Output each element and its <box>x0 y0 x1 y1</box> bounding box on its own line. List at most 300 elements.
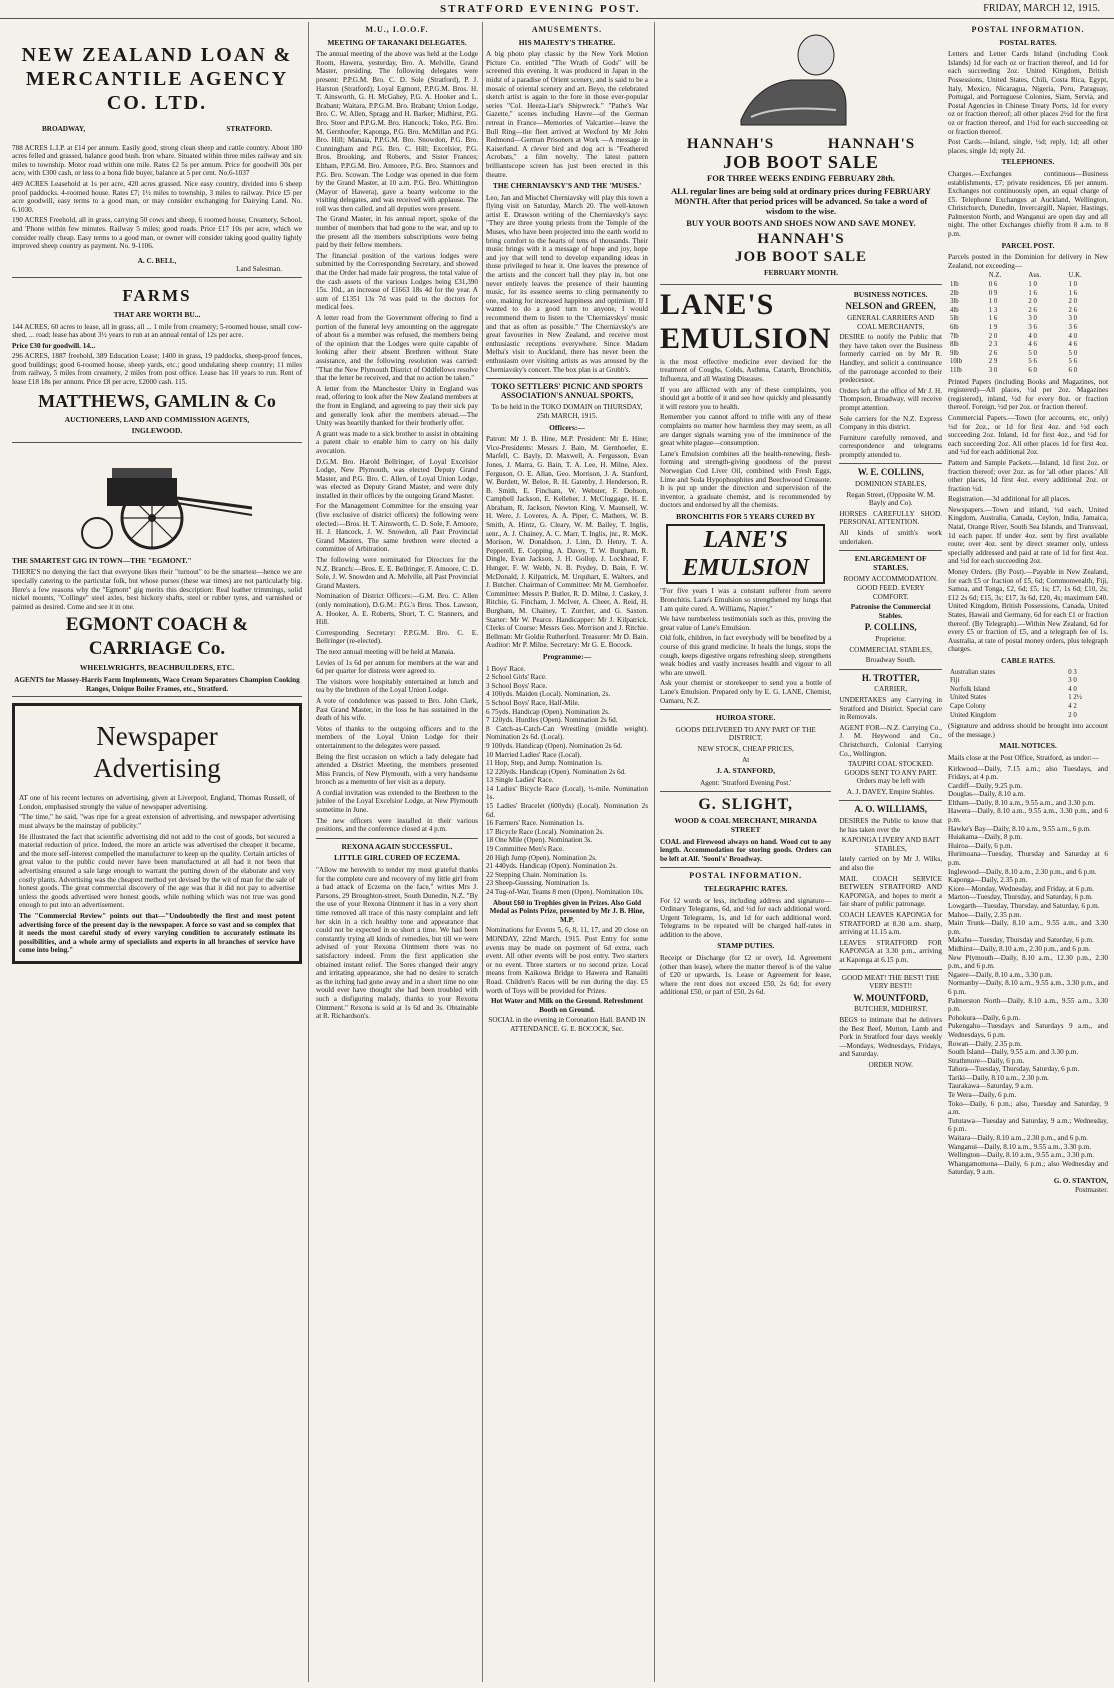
lanes-paragraph: If you are afflicted with any of these complaints, you should get a bottle of it and see how quickly and pleasantly it will restore you to health. <box>660 385 832 411</box>
gig-description: THERE'S no denying the fact that everyone likes their "turnout" to be the smartest—hence we are specially catering to the particular folk, but whose purses (these war times) are not particularly big. Here's a few reasons why the "Egmont" gig merits this description: Real leather trimmings, solid nickel mounts, "Collinge" steel axles, best hickory shafts, steel or rubber tyres, and varnished or painted as desired. Come and see it in one. <box>12 568 302 611</box>
nelson-green-name: NELSON and GREEN, <box>845 301 936 312</box>
column-1 <box>12 22 302 1682</box>
cable-rates-table <box>948 669 1108 721</box>
mail-item: Kiore—Monday, Wednesday, and Friday, at 6 p.m. <box>948 884 1094 893</box>
toko-officers-heading: Officers:— <box>549 422 585 432</box>
newspaper-title: STRATFORD EVENING POST. <box>440 3 641 15</box>
programme-item: 14 Ladies' Bicycle Race (Local), ½-mile. Nomination 1s. <box>486 784 648 802</box>
programme-item: 24 Tug-of-War, Teams 8 men (Open). Nomination 10s. <box>486 888 644 896</box>
mail-item: Cardiff—Daily, 9.25 p.m. <box>948 781 1023 790</box>
pcollins-name: P. COLLINS, <box>864 622 917 633</box>
table-cell: 5lb <box>950 315 959 323</box>
mail-item: Rowan—Daily, 2.35 p.m. <box>948 1039 1022 1048</box>
hannahs-title: HANNAH'S <box>686 136 775 152</box>
mail-item: Inglewood—Daily, 8.10 a.m., 2.30 p.m., and 6 p.m. <box>948 867 1097 876</box>
programme-item: 2 School Girls' Race. <box>486 673 547 682</box>
mail-item: Eltham—Daily, 8.10 a.m., 9.55 a.m., and 3.30 p.m. <box>948 798 1096 807</box>
table-cell: 4 2 <box>1068 702 1077 710</box>
lanes-paragraph: Ask your chemist or storekeeper to send you a bottle of Lane's Emulsion. Prepared only by E. G. LANE, Chemist, Oamaru, N.Z. <box>660 679 832 705</box>
article-paragraph: A letter read from the Government offering to find a portion of the funeral levy amounting on the aggregate of about 6s a member was refused, the members being of the opinion that the Lodges were quite capable of looking after their absent Brethren without State assistance, and the following resolution was carried: "That the New Plymouth District of Oddfellows resolve that the letter be received, and that no action be taken." <box>316 314 478 383</box>
mail-item: Waitara—Daily, 8.10 a.m., 2.30 p.m., and 6 p.m. <box>948 1134 1088 1143</box>
lanes-bronchitis-heading: BRONCHITIS FOR 5 YEARS CURED BY <box>676 511 816 521</box>
table-row <box>948 298 1108 307</box>
mail-item: Palmerston North—Daily, 8.10 a.m., 9.55 a.m., 3.30 p.m. <box>948 996 1108 1014</box>
farm-price: Price £30 for goodwill. 14... <box>12 341 96 350</box>
mail-item: Tariki—Daily, 8.10 a.m., 2.30 p.m. <box>948 1073 1049 1082</box>
table-cell: 2 9 <box>988 358 998 366</box>
toko-officers: Patron: Mr J. B. Hine, M.P. President: Mr E. Hine; Vice-Presidents: Messrs J. Bain, M. Gernhoefer, E. Marfell, C. Bayly, D. Maxwell, A. Fergusson, Evan Jones, J. Marra, G. Bain, T. A. Lee, H. Milne, Alex. Ferguson, O. E. Allan, Geo. Morrison, J. A. Stanford, W. Burdett, W. Beloe, R. H. Gatenby, J. Henderson, R. B. Smith, E. Fincham, W. Webster, F. Dobson, Campbell Jackson, E. Kelleher, J. McCluggage, H. E. Abraham, R. Jackson, Newton King, V. Maunsell, W. H. Were, J. Loveres, A. A. Piper, C. Mathers, W. B. Smith, A. Hintz, G. Cleary, W. M. Bailey, T. Inglis, senr., A. J. Chainey, A. C. Marr, T. Inglis, jnr., R. McK. Morison, W. Donaldson, J. Linn, D. Henry, T. A. Pepperell, E. Copping, A. Davey, T. W. Burgham, R. Dingle, Evan Jackson, J. H. Gollop, J. Lockhead, F. Hunger, F. W. Webb, N. B. Prydey, D. Bain, F. W. McDonald, J. Kilpatrick, M. Urquhart, E. Walters, and J. Butcher. Chairman of Committee: Mr M. Gernhoefer. Committee: Messrs P. Butler, R. D. Milne, J. Caskey, J. Ritchie, G. Fincham, J. McIver, A. Cheer, A. Reid, H. Burgham, M. Chainey, T. Zurcher, and G. Saxton. Starter: Mr W. Pearce. Handicapper: Mr J. Kilpatrick. Clerks of Course: Messrs Geo. Morrison and J. Ritchie. Bellman: Mr Goldie Rutherford. Treasurer: Mr D. Bain. Auditor: Mr P. Milne. Secretary: Mr G. E. Bocock. <box>486 435 648 650</box>
advertising-paragraph: "The time," he said, "was ripe for a great extension of advertising, and newspaper advertising must always be the mainstay of publicity." <box>19 813 295 830</box>
nz-loan-listing: 190 ACRES Freehold, all in grass, carrying 50 cows and sheep, 6 roomed house, Creamery, School, and 'Phone within few minutes. Railway 5 miles; good roads. Price £17 10s per acre, which we consider really cheap. Easy terms to a good man, or owner will consider taking good quality lightly improved sheep country as payment. No. 9-1106. <box>12 216 302 251</box>
hannahs-buy-now: BUY YOUR BOOTS AND SHOES NOW AND SAVE MONEY. <box>686 217 916 228</box>
egmont-coach-title: EGMONT COACH & CARRIAGE Co. <box>65 614 249 660</box>
post-cards: Post Cards.—Inland, single, ½d; reply, 1d; all other places, single 1d; reply 2d. <box>948 138 1108 155</box>
collins-subtitle: DOMINION STABLES, <box>855 480 927 489</box>
divider <box>839 669 942 670</box>
table-header-cell <box>948 272 987 281</box>
boot-illustration <box>736 25 866 135</box>
table-cell: 6 0 <box>1068 366 1078 374</box>
col4-split <box>660 288 942 1072</box>
postal-info-heading: POSTAL INFORMATION. <box>689 871 803 881</box>
mail-notices-heading: MAIL NOTICES. <box>999 741 1057 751</box>
toko-sports-date: To be held in the TOKO DOMAIN on THURSDAY, 25th MARCH, 1915. <box>491 403 643 420</box>
mail-item: Hurimoana—Tuesday, Thursday and Saturday at 6 p.m. <box>948 850 1108 868</box>
programme-item: 13 Single Ladies' Race. <box>486 776 554 785</box>
stamp-duties-heading: STAMP DUTIES. <box>717 941 775 951</box>
mail-list <box>948 765 1108 1178</box>
mountford-name: W. MOUNTFORD, <box>853 992 929 1003</box>
mail-item: Hawera—Daily, 8.10 a.m., 9.55 a.m., 3.30 p.m., and 6 p.m. <box>948 807 1108 825</box>
newspaper-advertising-title-1: Newspaper <box>96 721 218 752</box>
table-cell: 5 6 <box>1068 358 1078 366</box>
table-cell: 5 0 <box>1028 349 1037 357</box>
postmaster-role: Postmaster. <box>1075 1185 1108 1194</box>
hannahs-month: FEBRUARY MONTH. <box>763 268 839 278</box>
good-meat: GOOD MEAT! THE BEST! THE VERY BEST!! <box>841 973 940 991</box>
column-4 <box>660 22 942 1682</box>
huiroa-goods: GOODS DELIVERED TO ANY PART OF THE DISTRICT. <box>675 725 816 743</box>
table-cell: 2 6 <box>988 349 998 357</box>
job-boot-sale: JOB BOOT SALE <box>735 249 867 266</box>
programme-list <box>486 665 648 897</box>
matthews-gamlin-title: MATTHEWS, GAMLIN & Co <box>38 390 276 411</box>
table-cell: 2 3 <box>988 341 998 349</box>
article-paragraph: For the Management Committee for the ensuing year (five exclusive of district officers) the following were elected:—Bros. H. T. Ainsworth, C. D. Sole, F. Amoore, H. J. Hancock, J. W. Snowdon, all Past Provincial Grand Masters. The same brethren were elected a committee of Arbitration. <box>316 502 478 554</box>
table-row <box>948 686 1108 695</box>
newspaper-advertising-box <box>12 703 302 964</box>
programme-item: 9 100yds. Handicap (Open). Nomination 2s 6d. <box>486 741 623 750</box>
table-cell: 1lb <box>950 281 959 289</box>
cable-note: (Signature and address should be brought into account of the message.) <box>948 722 1108 739</box>
table-cell: 1 6 <box>1028 289 1037 297</box>
mail-item: Makahu—Tuesday, Thursday and Saturday, 6 p.m. <box>948 936 1094 945</box>
hannahs-ad <box>660 22 942 285</box>
table-row <box>948 281 1108 290</box>
programme-item: 18 One Mile (Open). Nomination 3s. <box>486 836 593 845</box>
nz-loan-listing: 788 ACRES L.I.P. at £14 per annum. Easily good, strong clean sheep and cattle country. About 180 acres felled and grassed, balance good bush. Iron whare. Situated within three miles railway and six miles to township. Motor road within one mile. Rates £2 5s per annum. Price for goodwill 30s per acre, with £300 cash, or less to a bona fide buyer, balance at 5 per cent. No.6-1037 <box>12 143 302 178</box>
divider <box>316 838 478 839</box>
amusements-heading: AMUSEMENTS. <box>531 25 603 34</box>
hannahs-title: HANNAH'S <box>757 231 845 248</box>
matthews-gamlin-subtitle: AUCTIONEERS, LAND AND COMMISSION AGENTS, <box>64 414 250 424</box>
table-cell: 1 0 <box>1028 281 1037 289</box>
table-row <box>948 677 1108 686</box>
table-cell: 4 6 <box>1028 341 1037 349</box>
table-cell: 3 6 <box>1068 324 1078 331</box>
mail-item: Whangamomona—Daily, 6 p.m.; also Wednesday and Saturday, 9 a.m. <box>948 1159 1108 1177</box>
enlargement-paragraph: ROOMY ACCOMMODATION. GOOD FEED. EVERY COMFORT. <box>843 575 938 601</box>
nelson-green-paragraph: Furniture carefully removed, and correspondence and telegrams promptly attended to. <box>839 433 942 459</box>
table-cell: 4 6 <box>1068 341 1078 349</box>
table-cell: 1 0 <box>1068 281 1078 289</box>
hannahs-description: ALL regular lines are being sold at ordinary prices during FEBRUARY MONTH. After that period prices will be advanced. So take a word of wisdom to the wise. <box>671 185 931 216</box>
trotter-paragraph: AGENT FOR—N.Z. Carrying Co., J. M. Heywood and Co., Christchurch, Colonial Carrying Co., Wellington. <box>839 723 942 758</box>
table-cell: 1 6 <box>988 315 998 323</box>
column-2 <box>316 22 478 1682</box>
mail-item: Main Trunk—Daily, 8.10 a.m., 9.55 a.m., and 3.30 p.m. <box>948 919 1108 936</box>
nz-loan-ad <box>12 22 302 278</box>
collins-paragraph: All kinds of smith's work undertaken. <box>839 529 942 546</box>
nz-loan-signature-role: Land Salesman. <box>236 265 282 274</box>
mail-item: Pukengahu—Tuesdays and Saturdays 9 a.m., and Wednesdays, 6 p.m. <box>948 1022 1108 1039</box>
column-rule <box>308 22 309 1682</box>
article-paragraph: The visitors were hospitably entertained at lunch and tea by the brethren of the Loyal Union Lodge. <box>316 677 478 695</box>
rexona-heading: REXONA AGAIN SUCCESSFUL. <box>341 841 453 851</box>
masthead <box>0 0 1114 19</box>
collins-address: Regan Street, (Opposite W. M. Bayly and Co). <box>846 490 935 508</box>
programme-item: 12 220yds. Handicap (Open). Nomination 2s 6d. <box>486 767 626 776</box>
programme-item: 8 Catch-as-Catch-Can Wrestling (middle weight). Nomination 2s 6d. (Local). <box>486 724 648 742</box>
column-3 <box>486 22 648 1682</box>
cherniavsky-paragraph: Leo, Jan and Mischel Cherniavsky will play this town a flying visit on Saturday, March 20. The well-known artist E. Drawson writing of the Cherniavsky's says: "They are three young priests from the Temple of the Muses, who have been projected into the earth world to bring comfort to the hearts of tens of thousands. Their music brings with it a message of hope and joy, hope and joy that will tend to develop expanding ideas in those privileged to hear it. One leaves the presence of the artists and the concert hall they play in, but one never entirely leaves the presence of their haunting music, for its essence seems to cling permanently to one, making for increased happiness and optimism. If I wanted to do a good turn to anyone, I would recommend them to listen to the 'Cherniavskys' music and that as often as possible." The Cherniavsky's are great favourites in New Zealand, and receive most enthusiastic receptions everywhere. Since Madam Melba's visit to Auckland, there has never been the enthusiasm over visiting artists as was aroused by the Cherniavsky's concert. The box plan is at Grubb's. <box>486 193 648 374</box>
rexona-subheading: LITTLE GIRL CURED OF ECZEMA. <box>334 853 460 863</box>
farm-listing: 144 ACRES, 60 acres to lease, all in grass, all ... 1 mile from creamery; 5-roomed house, small cow-shed, ... road; lease has about 3½ years to run at an annual rental of 12s per acre. <box>12 322 302 340</box>
farms-subtitle: THAT ARE WORTH BU... <box>113 309 201 319</box>
table-cell: 0 3 <box>1068 668 1077 676</box>
table-row <box>948 324 1108 333</box>
mail-item: Lowgarth—Tuesday, Thursday, and Saturday, 6 p.m. <box>948 902 1100 910</box>
telephones: Charges.—Exchanges continuous—Business establishments, £7; private residences, £6 per annum. Exchanges not continuously open, an equal charge of £5. Telephone Exchanges at Auckland, Wellington, Christchurch, Dunedin, Invercargill, Napier, Hastings, Palmerston North, and Wanganui are open day and all night. The other Exchanges chiefly from 8 a.m. to 8 p.m. <box>948 169 1108 239</box>
mail-item: New Plymouth—Daily, 8.10 a.m., 12.30 p.m., 2.30 p.m., and 6 p.m. <box>948 953 1108 971</box>
programme-item: 22 Stepping Chain. Nomination 1s. <box>486 870 588 879</box>
article-paragraph: The next annual meeting will be held at Manaia. <box>316 647 456 656</box>
pcollins-role: Proprietor. <box>875 634 906 643</box>
programme-item: 7 120yds. Hurdles (Open). Nomination 2s 6d. <box>486 716 618 725</box>
table-row <box>948 315 1108 324</box>
table-cell: Cape Colony <box>950 702 986 710</box>
lanes-paragraph: We have numberless testimonials such as this, proving the great value of Lane's Emulsion. <box>660 615 832 632</box>
programme-item: 6 75yds. Handicap (Open). Nomination 2s. <box>486 707 610 716</box>
mail-item: Huiakama—Daily, 8 p.m. <box>948 833 1022 842</box>
toko-sports-heading: TOKO SETTLERS' PICNIC AND SPORTS ASSOCIATION'S ANNUAL SPORTS, <box>491 382 643 400</box>
parcel-rates-table <box>948 272 1108 375</box>
table-cell: 1 3 <box>988 306 998 314</box>
table-cell: 3 0 <box>988 366 998 374</box>
programme-item: 16 Farmers' Race. Nomination 1s. <box>486 819 584 828</box>
programme-item: 20 High Jump (Open). Nomination 2s. <box>486 853 597 862</box>
table-cell: 9lb <box>950 349 959 357</box>
gig-headline: THE SMARTEST GIG IN TOWN—THE "EGMONT." <box>12 555 192 565</box>
mountford-paragraph: BEGS to intimate that he delivers the Best Beef, Mutton, Lamb and Pork in Stratford four days weekly—Mondays, Wednesdays, Fridays, and Saturday. <box>839 1015 942 1059</box>
programme-item: 15 Ladies' Bracelet (600yds) (Local). Nomination 2s 6d. <box>486 802 648 819</box>
nz-loan-address-left: BROADWAY, <box>42 125 86 133</box>
table-cell: 0 9 <box>988 289 998 297</box>
divider <box>839 463 942 464</box>
newspapers-rates: Newspapers.—Town and inland, ½d each. United Kingdom, Australia, Canada, Ceylon, India, Jamaica, Natal, Orange River, South Sea Islands, and Transvaal, 1d each paper. If under 4oz. sent by first available route; over 4oz. sent by direct steamer only, unless specially addressed and paid at rate of 1d for first 4oz. and ½d for each succeeding 2oz. <box>948 505 1108 566</box>
table-row <box>948 703 1108 712</box>
hannahs-title: HANNAH'S <box>827 136 916 152</box>
postal-information-heading: POSTAL INFORMATION. <box>971 25 1085 34</box>
programme-item: 4 100yds. Maiden (Local). Nomination, 2s. <box>486 690 611 699</box>
table-cell: 3 0 <box>1068 315 1078 323</box>
article-paragraph: A vote of condolence was passed to Bro. John Clark, Past Grand Master, in the loss he has sustained in the death of his wife. <box>316 696 478 723</box>
mail-item: Douglas—Daily, 8.10 a.m. <box>948 790 1025 799</box>
table-row <box>948 350 1108 359</box>
farms-title: FARMS <box>122 285 192 305</box>
article-paragraph: The new officers were installed in their various positions, and the conference closed at 4 p.m. <box>316 816 478 834</box>
divider <box>660 791 831 792</box>
table-header-row <box>948 272 1108 281</box>
postal-rates: Letters and Letter Cards Inland (including Cook Islands) 1d for each oz or fraction thereof, and 1d for each succeeding 2oz. United Kingdom, British Possessions, United States, Chili, Costa Rica, Egypt, Italy, Mexico, Nicaragua, Nigeria, Peru, Paraguay, Portugal, and Portuguese Colonies, Siam, Servia, and Postal Agencies in Chinese Treaty Ports, 1d for every oz or fraction thereof; all other places 2½d for the first oz or fraction thereof, and 1½d for each succeeding oz or fraction thereof. <box>948 50 1108 136</box>
mail-item: Midhirst—Daily, 8.10 a.m., 2.30 p.m., and 6 p.m. <box>948 944 1091 953</box>
article-paragraph: D.G.M. Bro. Harold Bellringer, of Loyal Excelsior Lodge, New Plymouth, was elected Deputy Grand Master, and P.G. Bro. C. Allen, of Loyal Union Lodge, was elected as Deputy Grand Master, and were duly installed in their offices by the outgoing Grand Master. <box>316 457 478 500</box>
rexona-paragraph: "Allow me herewith to tender my most grateful thanks for the complete cure and recovery of my little girl from a bad attack of Eczema on the face," writes Mrs J. Parsons, 29 Broughton-street, South Dunedin, N.Z. "By the use of your Rexona Ointment it has in a very short time removed all trace of this nasty complaint and left her skin in a rich healthy tone and appearance that could not be expected in so short a time. We had been constantly trying all kinds of remedies, but till we were advised of your Rexona Ointment there was no satisfactory indeed. From the first application she obtained instant relief. The Sores changed their angry and irritating appearance, she had no desire to scratch as the itching had gone away and in a short time no one would ever have thought she had been troubled with such a disfiguring malady, thanks to your Rexona Ointment." Rexona is sold at 1s 6d and 3s. Obtainable at R. Richardson's. <box>316 866 478 1021</box>
mail-item: Mahoe—Daily, 2.35 p.m. <box>948 910 1022 919</box>
table-cell: 5 6 <box>1028 358 1037 366</box>
article-paragraph: A cordial invitation was extended to the Brethren to the jubilee of the Loyal Excelsior Lodge, at New Plymouth sometime in June. <box>316 788 478 815</box>
mail-item: Te Wera—Daily, 6 p.m. <box>948 1091 1017 1100</box>
table-cell: 2 6 <box>1068 306 1078 314</box>
matthews-gamlin-town: INGLEWOOD. <box>131 426 183 436</box>
table-row <box>948 358 1108 367</box>
table-cell: 1 6 <box>1068 289 1078 297</box>
mountford-subtitle: BUTCHER, MIDHIRST. <box>854 1005 928 1014</box>
column-rule <box>654 22 655 1682</box>
lanes-testimonial: "For five years I was a constant sufferer from severe Bronchitis. Lane's Emulsion so strengthened my lungs that I am quite cured. A. Williams, Napier." <box>660 587 832 613</box>
egmont-gig-ad <box>12 446 302 697</box>
table-cell: 0 6 <box>988 281 998 289</box>
divider <box>486 378 648 379</box>
mail-item: Hawke's Bay—Daily, 8.10 a.m., 9.55 a.m., 6 p.m. <box>948 824 1091 833</box>
refreshments-note: Hot Water and Milk on the Ground. Refreshment Booth on Ground. <box>490 997 643 1014</box>
lanes-emulsion-title: LANE'S EMULSION <box>660 287 832 355</box>
table-cell: 4 0 <box>1068 332 1078 340</box>
parcel-post-intro: Parcels posted in the Dominion for delivery in New Zealand, not exceeding— <box>948 253 1108 270</box>
pattern-packets: Pattern and Sample Packets.—Inland, 1d first 2oz. or fraction thereof; over 2oz. as for 'all other places.' All other places, 1d first 4oz. every additional 2oz. or fraction ½d. <box>948 458 1108 493</box>
article-paragraph: Levies of 1s 6d per annum for members at the war and 6d per quarter for distress were agreed to. <box>316 658 478 676</box>
table-cell: 10lb <box>950 358 963 366</box>
pcollins-stables: COMMERCIAL STABLES, <box>849 645 932 654</box>
table-cell: 5 0 <box>1068 349 1078 357</box>
mail-item: Huiroa—Daily, 6 p.m. <box>948 841 1013 850</box>
advertising-paragraph: The "Commercial Review" points out that—"Undoubtedly the first and most potent advertising force of the present day is the newspaper. A force so vast and so complex that it needs the most careful study of every varying condition to accurately estimate its possibilities, and a whole army of specialists and experts in all branches of service have come into being." <box>19 911 295 955</box>
mail-item: Tahora—Tuesday, Thursday, Saturday, 6 p.m. <box>948 1065 1080 1074</box>
table-header-cell: N.Z. <box>988 272 1002 280</box>
nelson-green-paragraph: Orders left at the office of Mr J. H. Thompson, Broadway, will receive prompt attention. <box>839 386 942 412</box>
mail-item: Pohokura—Daily, 6 p.m. <box>948 1013 1021 1022</box>
collins-name: W. E. COLLINS, <box>857 467 924 478</box>
newspaper-advertising-title-2: Advertising <box>93 753 221 784</box>
cable-rates-heading: CABLE RATES. <box>1000 655 1056 665</box>
table-cell: 2 0 <box>1068 711 1077 719</box>
mail-item: Wellington—Daily, 8.10 a.m., 9.55 a.m., 3.30 p.m. <box>948 1151 1094 1160</box>
telegraphic-rates-heading: TELEGRAPHIC RATES. <box>703 883 788 893</box>
programme-item: 11 Hop, Step, and Jump. Nomination 1s. <box>486 759 603 768</box>
advertising-paragraph: He illustrated the fact that scientific advertising did not add to the cost of goods, but secured a material reduction of price. Indeed, the more an article was advertised the cheaper it became, and the more self-interest compelled the manufacturer to keep up the quality. Certain articles of great value to the public could never have been manufactured at all had it not been that advertising ensured a sale large enough to warrant the putting down of the elaborate and very costly plants. Advertising was the cheapest method yet devised by the wit of man for the sale of honest goods. The great commercial discovery of the age was that it did not pay to advertise unless the goods advertised were honest goods, while nothing which was not true was good enough to put into an advertisement. <box>19 832 295 910</box>
table-cell: 3lb <box>950 298 959 306</box>
col4-left <box>660 288 831 1072</box>
williams-name: A. O. WILLIAMS, <box>854 804 927 815</box>
nelson-green-paragraph: Sole carriers for the N.Z. Express Company in this district. <box>839 414 942 432</box>
issue-date: FRIDAY, MARCH 12, 1915. <box>983 3 1100 14</box>
printed-papers: Printed Papers (including Books and Magazines, not registered)—All places, ½d per 2oz. Magazines (registered), inland, ½d for every 8oz. or fraction thereof. Foreign, ½d per 2oz. or fraction thereof. <box>948 377 1108 412</box>
table-header-cell: U.K. <box>1068 272 1082 280</box>
article-paragraph: The financial position of the various lodges were submitted by the Corresponding Secretary, and showed that the Order had made fair progress, the total value of the cash assets of the various Lodges being £31,390 15s. 10d., an increase of £1663 18s 4d for the year. A sum of £1351 13s 7d was paid to the doctors for medical fees. <box>316 251 478 312</box>
table-cell: 1 2½ <box>1068 694 1082 702</box>
table-cell: 3 0 <box>1028 315 1037 323</box>
order-now: ORDER NOW. <box>868 1060 913 1069</box>
programme-item: 23 Sheep-Guessing. Nomination 1s. <box>486 879 590 888</box>
table-cell: 3 0 <box>1068 677 1077 685</box>
nz-loan-address-right: STRATFORD. <box>226 125 272 133</box>
lanes-paragraph: is the most effective medicine ever devised for the treatment of Coughs, Colds, Asthma, Catarrh, Bronchitis, Influenza, and all Wasting Diseases. <box>660 357 832 383</box>
table-cell: 8lb <box>950 341 959 349</box>
gig-illustration <box>57 453 257 553</box>
programme-item: 3 School Boys' Race. <box>486 681 548 690</box>
huiroa-name: J. A. STANFORD, <box>716 766 776 776</box>
slight-subtitle: WOOD & COAL MERCHANT, MIRANDA STREET <box>674 816 817 834</box>
hannahs-title-row <box>660 135 942 153</box>
divider <box>839 550 942 551</box>
mail-item: South Island—Daily, 9.55 a.m. and 3.30 p.m. <box>948 1048 1079 1057</box>
enlargement-heading: ENLARGEMENT OF STABLES. <box>854 554 927 572</box>
table-cell: 1 9 <box>988 324 998 331</box>
table-cell: 11lb <box>950 366 962 374</box>
money-orders: Money Orders. (By Post).—Payable in New Zealand, for each £5 or fraction of £5, 6d; Commonwealth, Fiji, Samoa, and Tonga, £2, 6d; £5, 1s; £7, 1s 6d; £10, 2s; £12 2s 6d; £15, 3s; £17, 3s 6d, £20, 4s; maximum £40. United Kingdom, British Possessions, Canada, United States, Hawaii and Germany, 6d for each £1 or fraction thereof. (By Telegraph).—Within New Zealand, 6d for every £5 or fraction of £5, and a telegraph fee of 1s. Australia, at rate of postal money orders, plus telegraph charges. <box>948 568 1108 654</box>
mail-item: Normanby—Daily, 8.10 a.m., 9.55 a.m., 3.30 p.m., and 6 p.m. <box>948 979 1108 996</box>
table-row <box>948 307 1108 316</box>
nz-loan-signature: A. C. BELL, <box>137 256 177 265</box>
table-cell: 6 0 <box>1028 366 1037 374</box>
table-row <box>948 694 1108 703</box>
mail-item: Toko—Daily, 6 p.m.; also, Tuesday and Saturday, 9 a.m. <box>948 1099 1108 1117</box>
table-cell: 4 0 <box>1028 332 1037 340</box>
table-cell: 2 0 <box>1068 298 1078 306</box>
huiroa-agent: Agent: 'Stratford Evening Post.' <box>700 778 792 787</box>
collins-paragraph: HORSES CAREFULLY SHOD. PERSONAL ATTENTION. <box>839 509 942 527</box>
slight-name: G. SLIGHT, <box>698 796 793 814</box>
pcollins-address: Broadway South. <box>865 656 916 665</box>
table-cell: 2 0 <box>988 332 998 340</box>
mail-item: Wanganui—Daily, 8.10 a.m., 9.55 a.m., 3.30 p.m. <box>948 1142 1092 1151</box>
williams-paragraph: COACH LEAVES KAPONGA for STRATFORD at 8.30 a.m. sharp, arriving at 11.15 a.m. <box>839 911 942 937</box>
social-note: SOCIAL in the evening in Coronation Hall. BAND IN ATTENDANCE. G. E. BOCOCK, Sec. <box>488 1016 646 1033</box>
prizes-note: About £60 in Trophies given in Prizes. Also Gold Medal as Points Prize, presented by Mr J. B. Hine, M.P. <box>489 898 645 924</box>
article-paragraph: Nomination of District Officers:—G.M. Bro. C. Allen (only nomination), D.G.M.: P.G.'s Bros. Thos. Lawson, A. Hooker, A. E. Roberts, Short, T. C. Stanners, and Hill. <box>316 592 478 627</box>
registration: Registration.—3d additional for all places. <box>948 495 1071 504</box>
article-paragraph: Votes of thanks to the outgoing officers and to the members of the Loyal Union Lodge for their entertainment to the delegates were passed. <box>316 724 478 750</box>
parcel-rates-body <box>948 281 1108 376</box>
table-cell: United States <box>950 694 987 702</box>
mail-item: Ngaere—Daily, 8.10 a.m., 3.30 p.m. <box>948 970 1053 979</box>
cable-rates-body <box>948 669 1108 721</box>
williams-paragraph: LEAVES STRATFORD FOR KAPONGA at 3.30 p.m., arriving at Kaponga at 6.15 p.m. <box>839 938 942 964</box>
nz-loan-address <box>42 125 272 134</box>
divider <box>660 709 831 710</box>
table-cell: 4lb <box>950 306 959 314</box>
theatre-subheading: HIS MAJESTY'S THEATRE. <box>518 37 616 47</box>
divider <box>839 800 942 801</box>
table-cell: 1 0 <box>988 298 998 306</box>
egmont-coach-subtitle: WHEELWRIGHTS, BEACHBUILDERS, ETC. <box>79 663 235 673</box>
table-cell: Fiji <box>950 677 960 685</box>
article-paragraph: Being the first occasion on which a lady delegate had attended a District Meeting, the members presented Miss Francis, of New Plymouth, with a very handsome brooch as a memento of her visit as a deputy. <box>316 752 478 787</box>
table-row <box>948 290 1108 299</box>
col4-right <box>839 288 942 1072</box>
business-notices-heading: BUSINESS NOTICES. <box>853 289 928 299</box>
nz-loan-title: NEW ZEALAND LOAN & MERCANTILE AGENCY CO. LTD. <box>21 44 293 114</box>
trotter-paragraph: UNDERTAKES any Carrying in Stratford and District. Special care in Removals. <box>839 695 942 722</box>
mail-notices-intro: Mails close at the Post Office, Stratford, as under:— <box>948 753 1099 762</box>
mail-item: Kirkwood—Daily, 7.15 a.m.; also Tuesdays, and Fridays, at 4 p.m. <box>948 764 1108 782</box>
williams-paragraph: DESIRES the Public to know that he has taken over the <box>839 817 942 834</box>
telephones-heading: TELEPHONES. <box>1001 157 1055 167</box>
mail-item: Taurakawa—Saturday, 9 a.m. <box>948 1082 1034 1091</box>
table-row <box>948 341 1108 350</box>
table-cell: Australian states <box>950 668 996 676</box>
slight-paragraph: COAL and Firewood always on hand. Wood cut to any length. Accommodation for storing goods. Orders can be left at Alf. 'Sooni's' Broadway. <box>660 837 832 863</box>
commercial-papers: Commercial Papers.—Town (for accounts, etc, only) ½d for 2oz., or 1d for first 4oz. and ½d each succeeding 2oz. Inland, 1d for first 4oz., and ½d for each succeeding 2oz. All other places 1d for first 4oz. and ½d for each additional 2oz. <box>948 413 1108 457</box>
trotter-name: H. TROTTER, <box>861 672 920 683</box>
postal-rates-heading: POSTAL RATES. <box>999 37 1057 47</box>
mail-item: Marton—Tuesday, Thursday, and Saturday, 6 p.m. <box>948 893 1093 902</box>
huiroa-heading: HUIROA STORE. <box>715 713 776 723</box>
programme-item: 5 School Boys' Race, Half-Mile. <box>486 698 580 707</box>
mail-item: Strathmore—Daily, 6 p.m. <box>948 1056 1025 1065</box>
huiroa-at: At <box>742 755 750 764</box>
nelson-green-paragraph: DESIRE to notify the Public that they have taken over the Business formerly carried on by Mr R. Handley, and solicit a continuance of the patronage accorded to their predecessor. <box>839 333 942 385</box>
article-paragraph: The Grand Master, in his annual report, spoke of the number of members that had gone to the war, and up to the present all the members subscriptions were being paid by their fellow members. <box>316 215 478 250</box>
table-cell: United Kingdom <box>950 711 996 719</box>
farm-listing: 296 ACRES, 1887 freehold, 389 Education Lease; 1400 in grass, 19 paddocks, sheep-proof fences, good buildings; good 6-roomed house, sheep yards, etc.; good undulating sheep country; 11 miles from railway, 5 miles from creamery, 2 miles from post office. Lease has 10 years to run. Rent of lease £18 18s per annum. Price £8 per acre, £2000 cash. 115. <box>12 352 302 387</box>
egmont-coach-agents: AGENTS for Massey-Harris Farm Implements, Waco Cream Separators Champion Cooking Ranges, Unique Boiler Frames, etc., Stratford. <box>14 676 300 693</box>
mail-item: Kaponga—Daily, 2.35 p.m. <box>948 876 1028 885</box>
newspaper-advertising-title <box>19 720 295 784</box>
williams-paragraph: KAPONGA LIVERY AND BAIT STABLES, <box>841 836 940 853</box>
divider <box>839 969 942 970</box>
job-boot-sale: JOB BOOT SALE <box>723 152 879 172</box>
huiroa-stock: NEW STOCK, CHEAP PRICES, <box>697 744 794 753</box>
article-paragraph: The annual meeting of the above was held at the Lodge Room, Hawera, yesterday, Bro. A. Melville, Grand Master, presiding. The following delegates were present: P.P.G.M. Bro. C. D. Sole (Stratford), P. J. Harston (Stratford); Loyal Egmont, P.P.G.M. Bros. H. T. Ainsworth, G. H. McGahey, P.G. A. Hooker and L. Brabant; Waitara, P.P.G.M. Bro. Brabant; Union Lodge, Bro. C. W. Allen, Spragg and H. Barker; Midhirst, P.G. Bro. Steer and P.P.G.M. Bro. Hancock; Toko, P.G. Bro. M. Gernhoefer; Kaponga, P.G. Bro. McMillan and P.G. Bro. Hill; Manaia, P.P.G.M. Bro. Snowdon, P.G. Bro. Cunningham and P.G. Bro. C. Hill; Excelsior, P.G. Bros. Brooking, and Roberts, and Sister Frances; Eltham, P.P.G.M. Bro. Amoore, P.G. Bro. Stannors and P.G. Bro. Scowan. The Lodge was opened in due form by the Grand Master, at 10 a.m. P.G. Bro. Whittington (Mayor of Hawera), gave a hearty welcome to the visiting delegates, and was received with applause. The roll was then called, and all deputies were present. <box>316 50 478 213</box>
programme-item: 17 Bicycle Race (Local). Nomination 2s. <box>486 827 604 836</box>
hannahs-period: FOR THREE WEEKS ENDING FEBRUARY 28th. <box>707 173 895 183</box>
table-cell: 2 6 <box>1028 306 1037 314</box>
table-cell: 7lb <box>950 332 959 340</box>
lanes-paragraph: Lane's Emulsion combines all the health-renewing, flesh-forming and strength-giving goodness of the purest Norwegian Cod Liver Oil, combined with Fresh Eggs, Lime and Soda Hypophosphites and Beechwood Creasote. It is put up under the direction and supervision of the inventor, a graduate chemist, and is recommended by doctors and endorsed by all the chemists. <box>660 449 832 510</box>
programme-item: 10 Married Ladies' Race (Local). <box>486 750 582 759</box>
mu-ioof-heading: M.U., I.O.O.F. <box>365 25 429 34</box>
stamp-duties: Receipt or Discharge (for £2 or over), 1d. Agreement (other than lease), where the matter thereof is of the value of £20 or upwards, 1s. Lease or Agreement for lease, where the rent does not exceed £50, 2s 6d; for every additional £50, or part of £50, 2s 6d. <box>660 954 832 997</box>
divider <box>660 867 831 868</box>
trotter-agent: A. J. DAVEY, Empire Stables. <box>846 787 935 796</box>
table-cell: 6lb <box>950 324 959 331</box>
column-5 <box>948 22 1108 1682</box>
lanes-paragraph: Remember you cannot afford to trifle with any of these complaints no matter how harmless they may seem, as all are danger signals warning you of the imminence of the great white plague—consumption. <box>660 413 832 448</box>
table-cell: 2 0 <box>1028 298 1037 306</box>
programme-item: 1 Boys' Race. <box>486 664 526 673</box>
enlargement-patronise: Patronise the Commercial Stables. <box>850 603 931 620</box>
